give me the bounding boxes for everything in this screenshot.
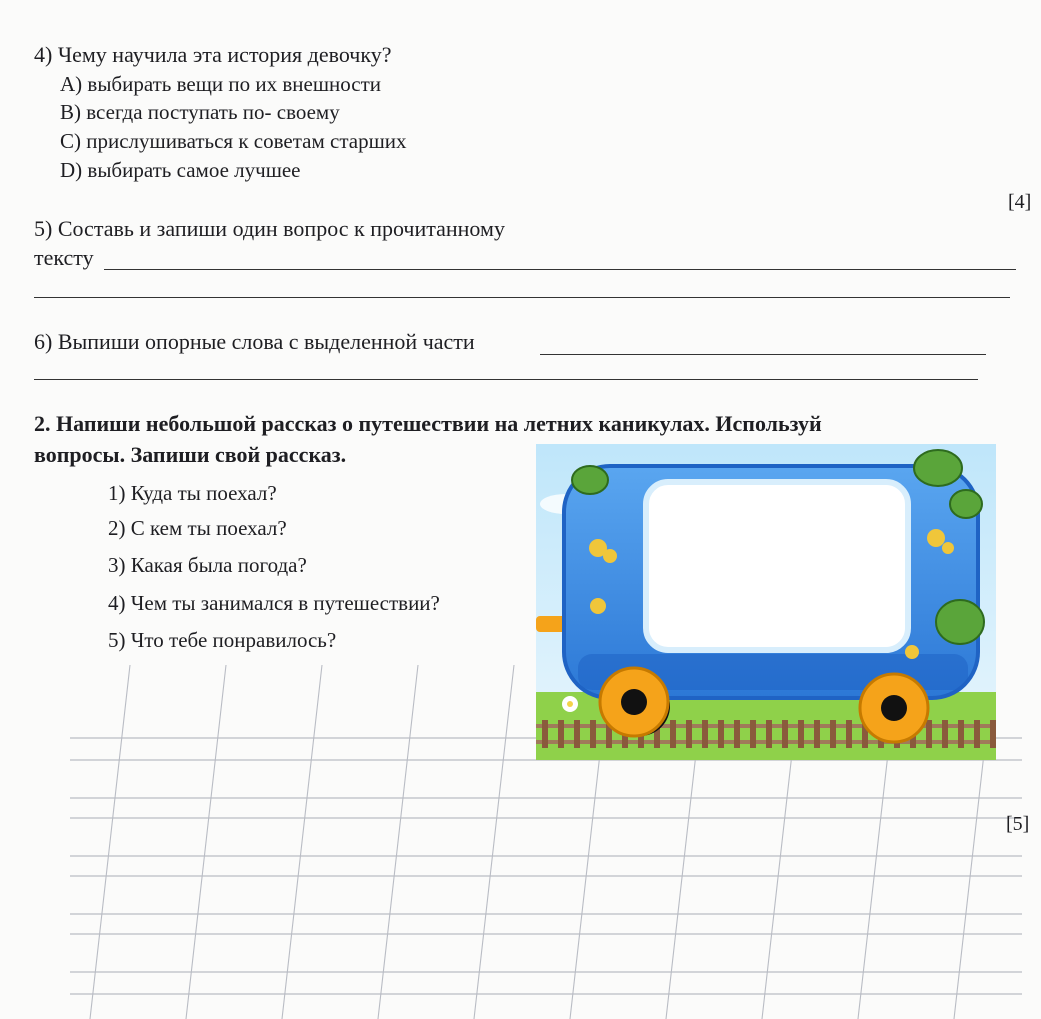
q6-question: 6) Выпиши опорные слова с выделенной части bbox=[34, 329, 475, 354]
task2-heading-continued: вопросы. Запиши свой рассказ. bbox=[34, 442, 347, 467]
rail-tie bbox=[686, 720, 692, 748]
task2-question-2: 2) С кем ты поехал? bbox=[108, 516, 287, 540]
grid-slant-line bbox=[90, 665, 130, 1019]
rail-tie bbox=[558, 720, 564, 748]
rail-tie bbox=[702, 720, 708, 748]
rail-tie bbox=[590, 720, 596, 748]
rail-tie bbox=[974, 720, 980, 748]
task2-question-4: 4) Чем ты занимался в путешествии? bbox=[108, 591, 440, 615]
q5-answer-line-1[interactable] bbox=[104, 269, 1016, 270]
rail-tie bbox=[766, 720, 772, 748]
task2-heading: 2. Напиши небольшой рассказ о путешествии на летних каникулах. Используй bbox=[34, 411, 822, 436]
rail-tie bbox=[958, 720, 964, 748]
q6-answer-line-2[interactable] bbox=[34, 379, 978, 380]
task2-score: [5] bbox=[1006, 813, 1030, 835]
rail-tie bbox=[926, 720, 932, 748]
rail-tie bbox=[814, 720, 820, 748]
rail-tie bbox=[990, 720, 996, 748]
rail-tie bbox=[574, 720, 580, 748]
wagon-window bbox=[646, 482, 908, 650]
grid-slant-line bbox=[378, 665, 418, 1019]
q4-option-d: D) выбирать самое лучшее bbox=[60, 158, 301, 182]
wheel-right bbox=[860, 674, 928, 742]
train-wagon-picture bbox=[536, 444, 996, 760]
q4-option-a: A) выбирать вещи по их внешности bbox=[60, 72, 382, 96]
rail-tie bbox=[734, 720, 740, 748]
q5-answer-line-2[interactable] bbox=[34, 297, 1010, 298]
q6-answer-line-1[interactable] bbox=[540, 354, 986, 355]
rail-tie bbox=[830, 720, 836, 748]
q5-question-continued: тексту bbox=[34, 245, 94, 270]
rail-tie bbox=[750, 720, 756, 748]
rail-tie bbox=[846, 720, 852, 748]
grid-slant-line bbox=[186, 665, 226, 1019]
rail-tie bbox=[542, 720, 548, 748]
rail-tie bbox=[942, 720, 948, 748]
wheel-left bbox=[600, 668, 670, 736]
task2-question-3: 3) Какая была погода? bbox=[108, 553, 307, 577]
rail-tie bbox=[670, 720, 676, 748]
rail-tie bbox=[782, 720, 788, 748]
task2-question-1: 1) Куда ты поехал? bbox=[108, 481, 277, 505]
q4-option-b: B) всегда поступать по- своему bbox=[60, 100, 340, 124]
q4-score: [4] bbox=[1008, 191, 1032, 213]
grid-slant-line bbox=[282, 665, 322, 1019]
rail-tie bbox=[718, 720, 724, 748]
q5-question: 5) Составь и запиши один вопрос к прочитанному bbox=[34, 216, 505, 241]
grid-slant-line bbox=[474, 665, 514, 1019]
task2-question-5: 5) Что тебе понравилось? bbox=[108, 628, 337, 652]
q4-option-c: C) прислушиваться к советам старших bbox=[60, 129, 407, 153]
q4-question: 4) Чему научила эта история девочку? bbox=[34, 42, 392, 67]
rail-tie bbox=[798, 720, 804, 748]
